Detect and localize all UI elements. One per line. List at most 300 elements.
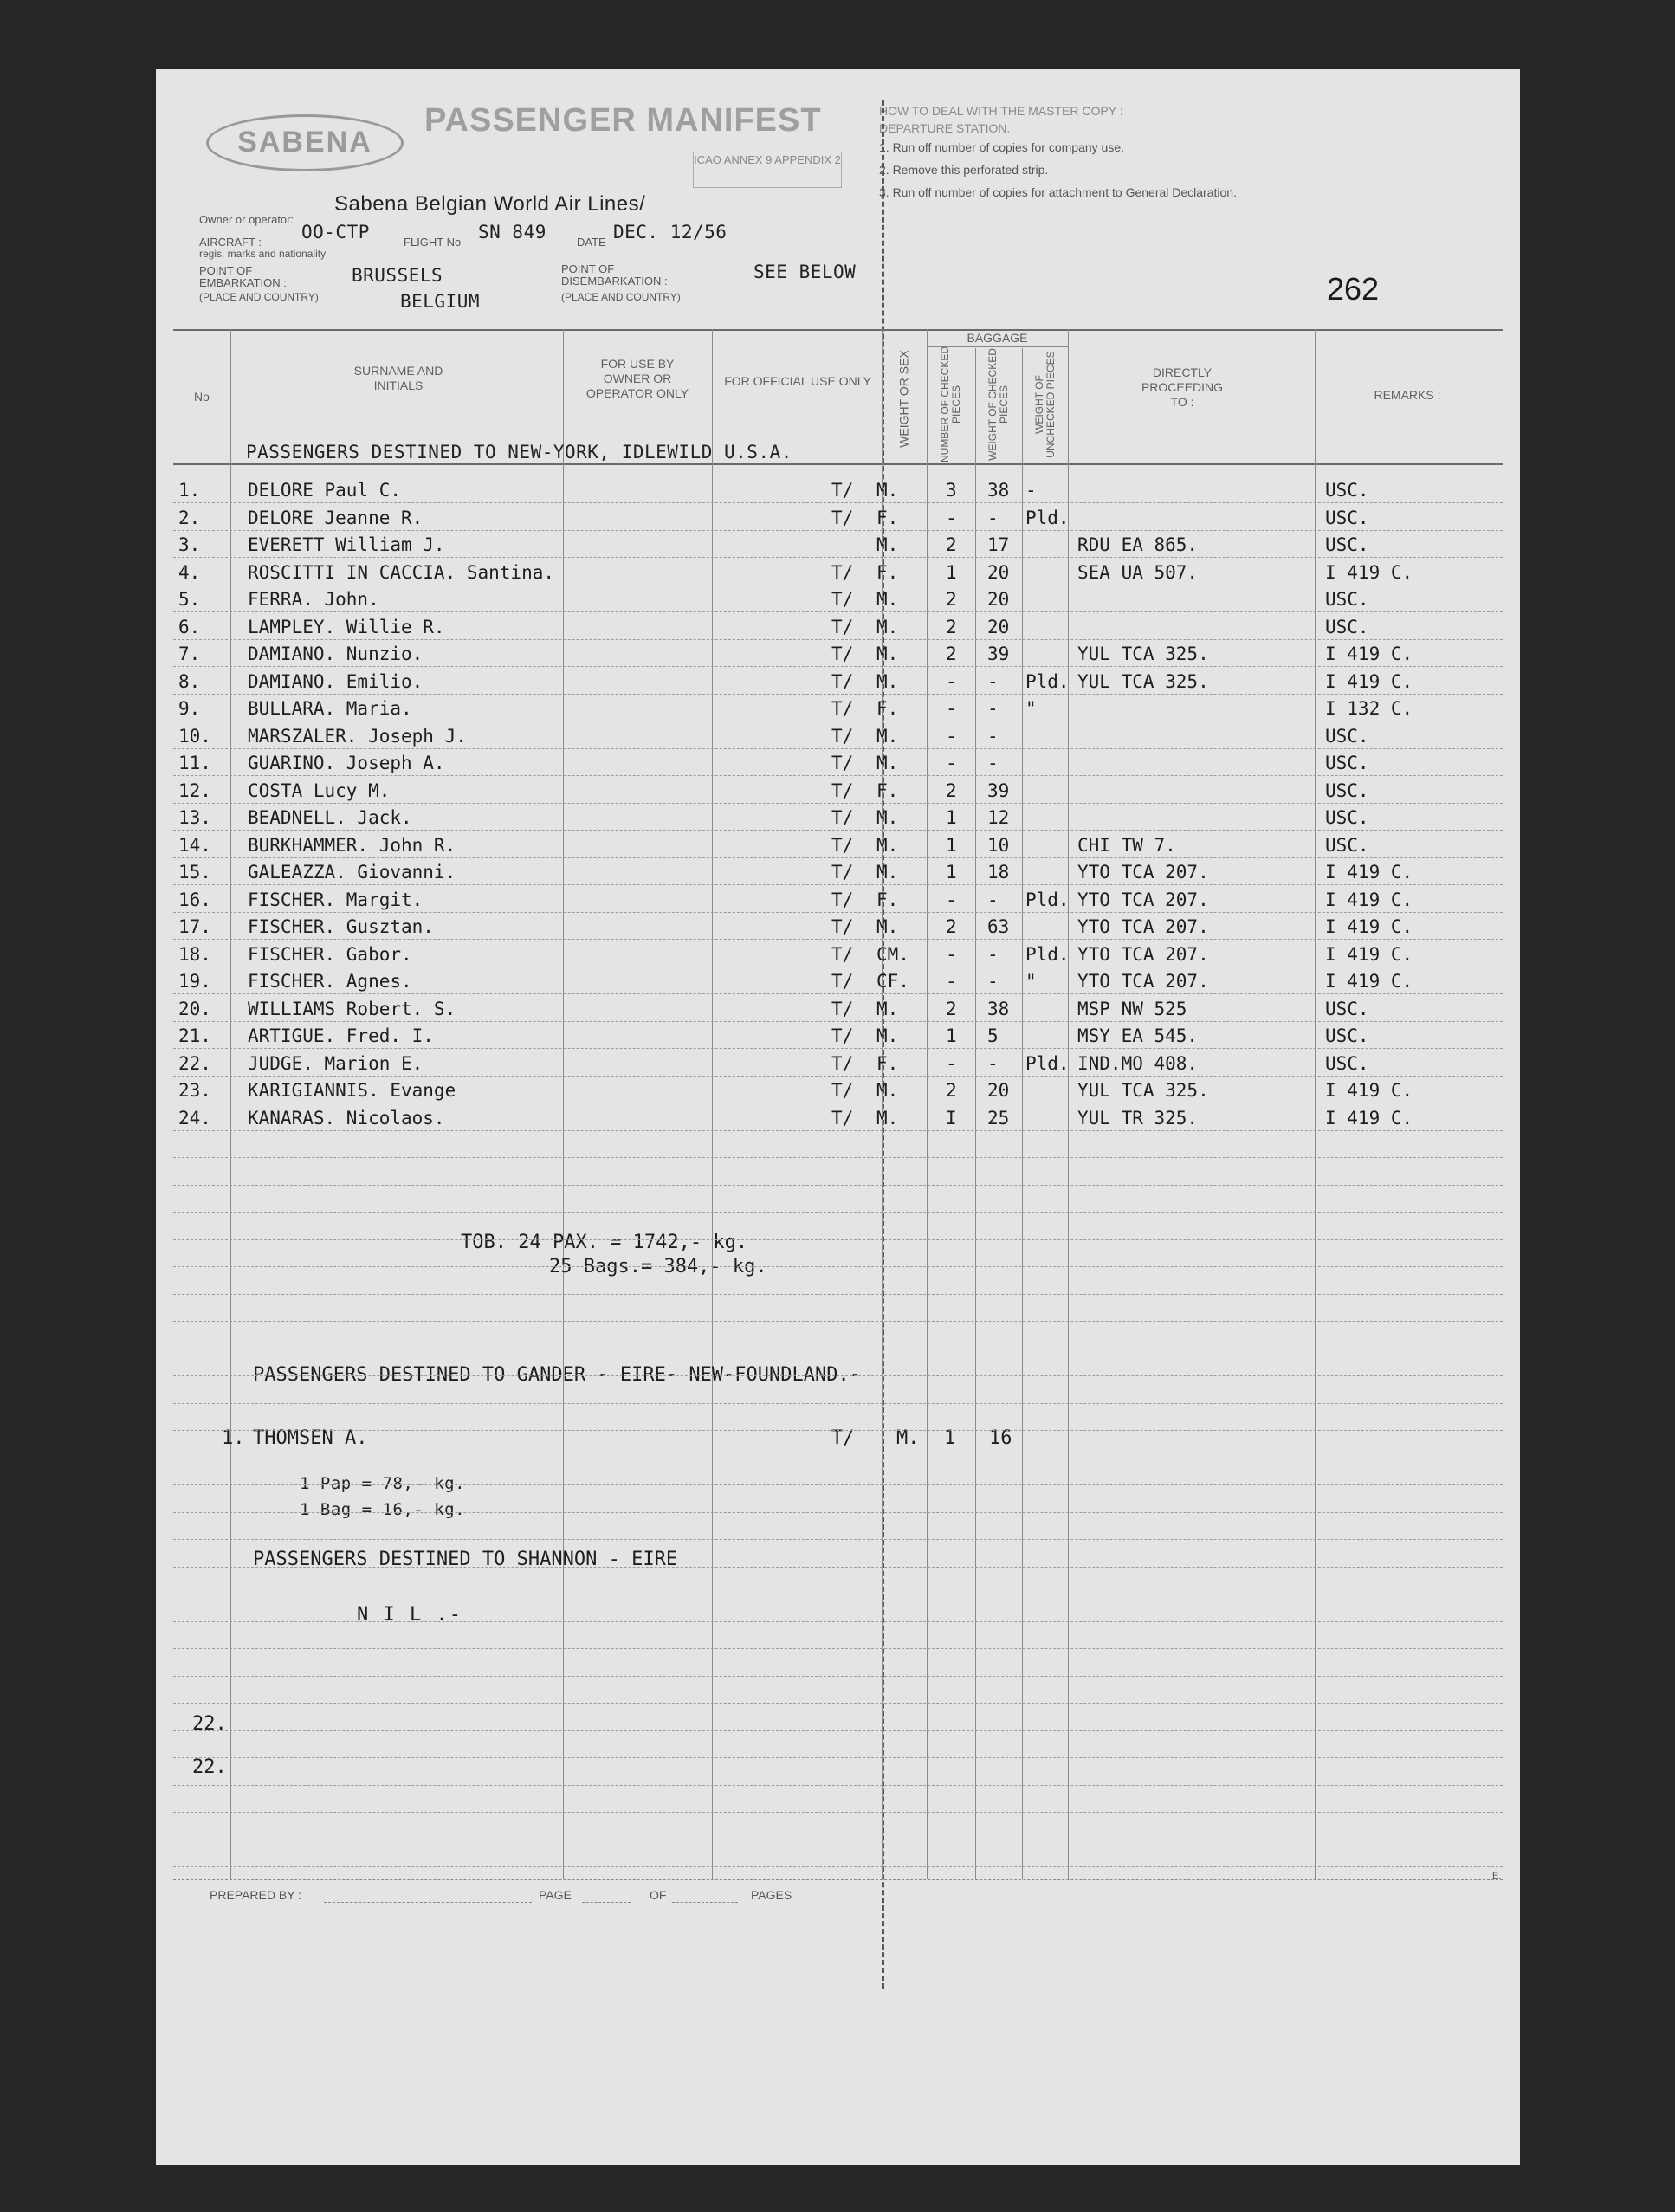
passenger-sex: F. [876,507,899,528]
proceeding-destination: YUL TR 325. [1077,1107,1199,1129]
checked-weight: 39 [987,779,1010,801]
transit-mark: T/ [831,1052,854,1074]
corner-mark: E. [1492,1871,1502,1881]
proceeding-destination: CHI TW 7. [1077,834,1176,856]
passenger-name: GALEAZZA. Giovanni. [248,862,456,883]
table-rule [173,1812,1503,1813]
table-rule [173,502,1503,503]
passenger-name: EVERETT William J. [248,534,445,555]
checked-weight: - [987,753,999,773]
table-rule [173,884,1503,885]
transit-mark: T/ [831,589,854,610]
remarks-code: USC. [1325,507,1369,528]
table-rule [173,1621,1503,1622]
checked-pieces: 2 [946,916,957,937]
column-divider [1022,348,1023,1879]
checked-weight: - [987,725,999,747]
unchecked-weight: Pld. [1025,1052,1070,1074]
passenger-sex: M. [876,1025,899,1046]
document-number: 262 [1327,271,1380,307]
passenger-sex: F. [876,561,899,583]
row-number: 24. [178,1107,211,1129]
row-number: 15. [178,862,211,883]
disembarkation-sublabel: (PLACE AND COUNTRY) [561,291,681,303]
checked-weight: 16 [989,1427,1012,1449]
table-rule [173,1130,1503,1131]
proceeding-destination: MSP NW 525 [1077,998,1187,1019]
checked-pieces: 1 [944,1427,956,1449]
row-number: 7. [178,644,201,664]
checked-pieces: 2 [946,1080,957,1101]
checked-pieces: - [946,1052,957,1074]
passenger-sex: F. [876,779,899,801]
manifest-page [156,69,1520,2165]
passenger-sex: M. [876,1080,899,1101]
embarkation-country: BELGIUM [400,291,481,312]
checked-pieces: - [946,670,957,692]
passenger-sex: M. [876,670,899,692]
header-bottom-rule [173,463,1503,465]
table-rule [173,530,1503,531]
checked-pieces: I [946,1107,957,1129]
flight-no-value: SN 849 [478,222,546,243]
table-rule [173,1567,1503,1568]
remarks-code: I 419 C. [1325,862,1413,883]
remarks-code: USC. [1325,1052,1369,1074]
icao-reference: ICAO ANNEX 9 APPENDIX 2 [693,152,842,188]
totals-line-1: TOB. 24 PAX. = 1742,- kg. [461,1232,748,1253]
section-title-shannon: PASSENGERS DESTINED TO SHANNON - EIRE [253,1549,678,1570]
unchecked-weight: Pld. [1025,889,1070,910]
header-weight-unchecked: WEIGHT OF UNCHECKED PIECES [1033,351,1057,458]
remarks-code: I 419 C. [1325,971,1413,992]
table-rule [173,666,1503,667]
remarks-code: USC. [1325,834,1369,856]
table-rule [173,1076,1503,1077]
checked-weight: - [987,1052,999,1074]
column-divider [975,348,976,1879]
passenger-sex: M. [876,644,899,664]
embarkation-label: POINT OF EMBARKATION : [199,264,287,289]
checked-pieces: - [946,971,957,992]
checked-weight: 17 [987,534,1010,555]
header-owner-use: FOR USE BY OWNER OR OPERATOR ONLY [585,357,689,400]
column-divider [927,329,928,1879]
checked-weight: - [987,889,999,910]
row-number: 2. [178,507,201,528]
checked-pieces: 1 [946,807,957,828]
table-rule [173,993,1503,994]
checked-pieces: 2 [946,779,957,801]
aircraft-sublabel: regis. marks and nationality [199,248,327,260]
remarks-code: I 419 C. [1325,916,1413,937]
remarks-code: I 419 C. [1325,1107,1413,1129]
unchecked-weight: " [1025,698,1037,719]
proceeding-destination: YUL TCA 325. [1077,670,1209,692]
checked-pieces: - [946,725,957,747]
row-number: 18. [178,943,211,965]
proceeding-destination: YTO TCA 207. [1077,916,1209,937]
passenger-sex: CF. [876,971,909,992]
row-number: 5. [178,589,201,610]
table-rule [173,1185,1503,1186]
aircraft-value: OO-CTP [301,222,370,243]
passenger-name: BEADNELL. Jack. [248,807,412,828]
row-number: 13. [178,807,211,828]
row-number: 22. [192,1756,227,1778]
header-remarks: REMARKS : [1374,388,1441,402]
remarks-code: USC. [1325,589,1369,610]
row-number: 11. [178,753,211,773]
table-rule [173,830,1503,831]
passenger-name: DELORE Paul C. [248,480,402,501]
row-number: 3. [178,534,201,555]
proceeding-destination: RDU EA 865. [1077,534,1199,555]
table-rule [173,639,1503,640]
operator-label: Owner or operator: [199,213,294,226]
instruction-line: 3. Run off number of copies for attachment to General Declaration. [879,185,1237,199]
page-label: PAGE [539,1888,572,1902]
checked-pieces: - [946,943,957,965]
header-proceeding: DIRECTLY PROCEEDING TO : [1141,365,1224,409]
row-number: 17. [178,916,211,937]
passenger-name: FISCHER. Agnes. [248,971,412,992]
table-rule [173,694,1503,695]
transit-mark: T/ [831,1080,854,1101]
passenger-name: FISCHER. Gusztan. [248,916,434,937]
row-number: 8. [178,670,201,692]
of-label: OF [650,1888,667,1902]
row-number: 22. [192,1713,227,1735]
table-rule [173,1375,1503,1376]
transit-mark: T/ [831,1025,854,1046]
passenger-name: KARIGIANNIS. Evange [248,1080,456,1101]
passenger-name: JUDGE. Marion E. [248,1052,424,1074]
transit-mark: T/ [831,644,854,664]
passenger-name: LAMPLEY. Willie R. [248,616,445,637]
remarks-code: USC. [1325,779,1369,801]
passenger-name: THOMSEN A. [253,1427,368,1449]
row-number: 4. [178,561,201,583]
checked-pieces: 2 [946,589,957,610]
transit-mark: T/ [831,998,854,1019]
checked-pieces: - [946,698,957,719]
checked-weight: - [987,698,999,719]
row-number: 21. [178,1025,211,1046]
checked-pieces: - [946,507,957,528]
flight-no-label: FLIGHT No [404,236,462,249]
proceeding-destination: YUL TCA 325. [1077,644,1209,664]
header-num-checked: NUMBER OF CHECKED PIECES [939,346,962,463]
transit-mark: T/ [831,916,854,937]
pages-label: PAGES [751,1888,792,1902]
proceeding-destination: YTO TCA 207. [1077,943,1209,965]
aircraft-label: AIRCRAFT : [199,236,262,249]
passenger-name: KANARAS. Nicolaos. [248,1107,445,1129]
disembarkation-label: POINT OF DISEMBARKATION : [561,262,668,288]
embarkation-city: BRUSSELS [352,265,443,286]
table-rule [173,1484,1503,1485]
passenger-sex: M. [876,589,899,610]
checked-weight: - [987,943,999,965]
row-number: 6. [178,616,201,637]
remarks-code: USC. [1325,480,1369,501]
header-no: No [194,390,210,404]
passenger-sex: M. [876,725,899,747]
table-rule [173,1212,1503,1213]
transit-mark: T/ [831,561,854,583]
passenger-sex: M. [876,534,899,555]
checked-pieces: 1 [946,862,957,883]
table-rule [173,1430,1503,1431]
passenger-sex: F. [876,698,899,719]
table-rule [173,1403,1503,1404]
passenger-name: BURKHAMMER. John R. [248,834,456,856]
table-rule [173,1648,1503,1649]
unchecked-weight: Pld. [1025,670,1070,692]
checked-pieces: 1 [946,561,957,583]
passenger-sex: M. [876,616,899,637]
remarks-code: USC. [1325,753,1369,773]
disembarkation-value: SEE BELOW [753,262,857,282]
transit-mark: T/ [831,670,854,692]
form-title: PASSENGER MANIFEST [424,102,822,139]
remarks-code: USC. [1325,1025,1369,1046]
table-rule [173,748,1503,749]
transit-mark: T/ [831,971,854,992]
passenger-name: FISCHER. Gabor. [248,943,412,965]
checked-pieces: - [946,753,957,773]
checked-pieces: 2 [946,998,957,1019]
transit-mark: T/ [831,753,854,773]
checked-weight: - [987,971,999,992]
checked-weight: 20 [987,616,1010,637]
page-line [582,1902,631,1903]
remarks-code: USC. [1325,807,1369,828]
passenger-sex: CM. [876,943,909,965]
prepared-by-line [324,1902,532,1903]
remarks-code: USC. [1325,998,1369,1019]
transit-mark: T/ [831,725,854,747]
transit-mark: T/ [831,862,854,883]
checked-pieces: 2 [946,534,957,555]
checked-weight: 63 [987,916,1010,937]
row-number: 12. [178,779,211,801]
row-number: 22. [178,1052,211,1074]
of-line [672,1902,738,1903]
instruction-line: 1. Run off number of copies for company use. [879,140,1125,154]
section-title-gander: PASSENGERS DESTINED TO GANDER - EIRE- NEW-FOUNDLAND.- [253,1364,861,1386]
passenger-name: ROSCITTI IN CACCIA. Santina. [248,561,555,583]
transit-mark: T/ [831,507,854,528]
table-rule [173,1676,1503,1677]
table-rule [173,1757,1503,1758]
transit-mark: T/ [831,779,854,801]
column-divider [712,329,713,1879]
proceeding-destination: YTO TCA 207. [1077,971,1209,992]
passenger-sex: M. [876,834,899,856]
gander-total-pax: 1 Pap = 78,- kg. [300,1474,466,1493]
date-label: DATE [577,236,606,249]
footer-rule [173,1879,1503,1880]
table-rule [173,1239,1503,1240]
header-baggage: BAGGAGE [967,331,1028,345]
column-divider [1068,329,1069,1879]
transit-mark: T/ [831,889,854,910]
remarks-code: I 419 C. [1325,670,1413,692]
header-surname: SURNAME AND INITIALS [353,364,443,392]
checked-pieces: 2 [946,616,957,637]
passenger-name: DELORE Jeanne R. [248,507,424,528]
transit-mark: T/ [831,480,854,501]
remarks-code: I 419 C. [1325,1080,1413,1101]
row-number: 14. [178,834,211,856]
remarks-code: USC. [1325,616,1369,637]
header-weight-checked: WEIGHT OF CHECKED PIECES [986,348,1010,461]
checked-weight: 20 [987,589,1010,610]
table-rule [173,803,1503,804]
remarks-code: USC. [1325,725,1369,747]
row-number: 20. [178,998,211,1019]
unchecked-weight: Pld. [1025,943,1070,965]
row-number: 10. [178,725,211,747]
column-divider [230,329,231,1879]
passenger-name: DAMIANO. Emilio. [248,670,424,692]
header-weight-sex: WEIGHT OR SEX [896,350,911,448]
checked-pieces: 3 [946,480,957,501]
checked-weight: 20 [987,561,1010,583]
passenger-sex: M. [896,1427,920,1449]
passenger-sex: M. [876,916,899,937]
checked-weight: 38 [987,480,1010,501]
passenger-sex: M. [876,753,899,773]
passenger-name: GUARINO. Joseph A. [248,753,445,773]
passenger-name: FISCHER. Margit. [248,889,424,910]
column-divider [1315,329,1316,1879]
table-rule [173,1266,1503,1267]
checked-weight: - [987,507,999,528]
unchecked-weight: " [1025,971,1037,992]
proceeding-destination: IND.MO 408. [1077,1052,1199,1074]
table-rule [173,1321,1503,1322]
embarkation-sublabel: (PLACE AND COUNTRY) [199,291,319,303]
operator-value: Sabena Belgian World Air Lines/ [334,192,646,216]
checked-weight: 18 [987,862,1010,883]
checked-weight: 20 [987,1080,1010,1101]
checked-weight: 5 [987,1025,999,1046]
table-rule [173,912,1503,913]
instruction-line: DEPARTURE STATION. [879,121,1011,135]
passenger-name: MARSZALER. Joseph J. [248,725,467,747]
checked-pieces: - [946,889,957,910]
row-number: 23. [178,1080,211,1101]
remarks-code: USC. [1325,534,1369,555]
remarks-code: I 419 C. [1325,889,1413,910]
row-number: 1. [178,480,201,501]
table-rule [173,1157,1503,1158]
table-rule [173,939,1503,940]
table-rule [173,1021,1503,1022]
transit-mark: T/ [831,698,854,719]
remarks-code: I 419 C. [1325,943,1413,965]
transit-mark: T/ [831,943,854,965]
section-title-new-york: PASSENGERS DESTINED TO NEW-YORK, IDLEWILD U.S.A. [246,442,792,462]
checked-weight: - [987,670,999,692]
checked-pieces: 2 [946,644,957,664]
checked-weight: 10 [987,834,1010,856]
table-rule [173,1048,1503,1049]
table-rule [173,1294,1503,1295]
transit-mark: T/ [831,1107,854,1129]
proceeding-destination: MSY EA 545. [1077,1025,1199,1046]
table-rule [173,1866,1503,1867]
table-rule [173,775,1503,776]
table-rule [173,611,1503,612]
row-number: 19. [178,971,211,992]
unchecked-weight: Pld. [1025,507,1070,528]
proceeding-destination: YTO TCA 207. [1077,862,1209,883]
passenger-name: FERRA. John. [248,589,379,610]
row-number: 9. [178,698,201,719]
proceeding-destination: SEA UA 507. [1077,561,1199,583]
transit-mark: T/ [831,834,854,856]
proceeding-destination: YUL TCA 325. [1077,1080,1209,1101]
checked-weight: 25 [987,1107,1010,1129]
unchecked-weight: - [1025,480,1037,501]
passenger-sex: M. [876,480,899,501]
passenger-sex: M. [876,1107,899,1129]
passenger-name: ARTIGUE. Fred. I. [248,1025,434,1046]
row-number: 1. [222,1427,245,1449]
passenger-sex: M. [876,862,899,883]
transit-mark: T/ [831,807,854,828]
prepared-by-label: PREPARED BY : [210,1888,302,1902]
column-divider [563,329,564,1879]
checked-pieces: 1 [946,834,957,856]
checked-pieces: 1 [946,1025,957,1046]
transit-mark: T/ [831,616,854,637]
sabena-logo: SABENA [206,114,404,171]
instruction-line: 2. Remove this perforated strip. [879,163,1049,177]
passenger-name: BULLARA. Maria. [248,698,412,719]
checked-weight: 12 [987,807,1010,828]
remarks-code: I 419 C. [1325,561,1413,583]
passenger-sex: M. [876,998,899,1019]
passenger-name: WILLIAMS Robert. S. [248,998,456,1019]
checked-weight: 38 [987,998,1010,1019]
instruction-line: HOW TO DEAL WITH THE MASTER COPY : [879,104,1123,118]
passenger-name: DAMIANO. Nunzio. [248,644,424,664]
checked-weight: 39 [987,644,1010,664]
passenger-sex: M. [876,807,899,828]
table-rule [173,1730,1503,1731]
table-top-rule [173,329,1503,331]
passenger-sex: F. [876,1052,899,1074]
header-official-use: FOR OFFICIAL USE ONLY [724,374,871,388]
remarks-code: I 419 C. [1325,644,1413,664]
table-rule [173,1703,1503,1704]
passenger-sex: F. [876,889,899,910]
totals-line-2: 25 Bags.= 384,- kg. [549,1256,767,1277]
row-number: 16. [178,889,211,910]
table-rule [173,1512,1503,1513]
passenger-name: COSTA Lucy M. [248,779,391,801]
date-value: DEC. 12/56 [613,222,728,243]
table-rule [173,1785,1503,1786]
shannon-nil: N I L .- [357,1604,462,1626]
gander-total-bags: 1 Bag = 16,- kg. [300,1500,466,1519]
table-rule [173,557,1503,558]
